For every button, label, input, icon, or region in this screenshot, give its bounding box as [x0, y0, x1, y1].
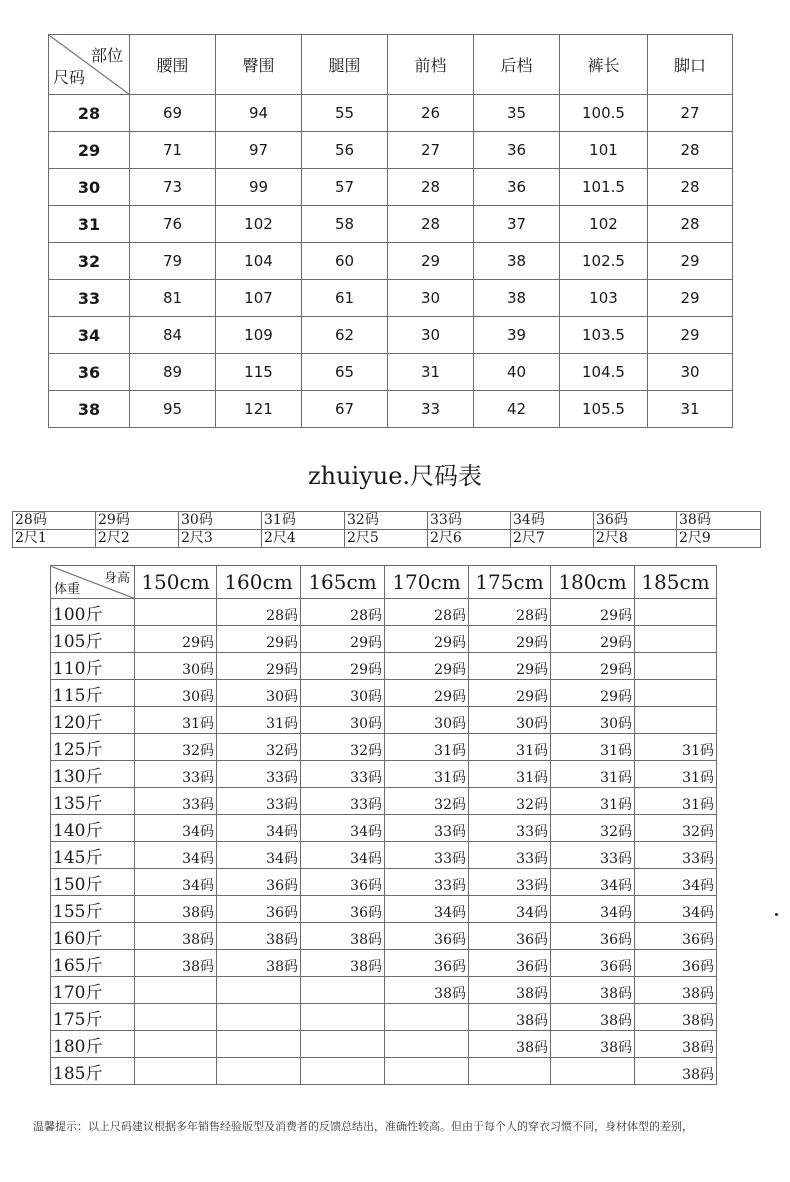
recommended-size — [385, 1058, 469, 1085]
weight-label: 140斤 — [51, 815, 135, 842]
recommended-size: 33码 — [551, 842, 635, 869]
recommended-size: 31码 — [551, 761, 635, 788]
measurement-column-header: 腰围 — [130, 35, 216, 95]
recommended-size: 33码 — [469, 869, 551, 896]
recommended-size: 38码 — [135, 950, 217, 977]
measurement-value: 105.5 — [560, 391, 648, 428]
recommended-size: 31码 — [469, 734, 551, 761]
recommended-size — [635, 599, 717, 626]
recommended-size — [301, 1058, 385, 1085]
recommended-size: 29码 — [551, 599, 635, 626]
weight-row — [51, 788, 717, 815]
weight-row — [51, 1031, 717, 1058]
recommended-size: 31码 — [385, 734, 469, 761]
measurement-value: 29 — [648, 243, 733, 280]
weight-label: 125斤 — [51, 734, 135, 761]
weight-label: 160斤 — [51, 923, 135, 950]
weight-label: 185斤 — [51, 1058, 135, 1085]
measurement-value: 79 — [130, 243, 216, 280]
measurement-value: 102.5 — [560, 243, 648, 280]
measurement-value: 29 — [388, 243, 474, 280]
recommended-size: 36码 — [469, 950, 551, 977]
weight-label: 105斤 — [51, 626, 135, 653]
height-column-header: 165cm — [301, 566, 385, 599]
measurement-value: 31 — [388, 354, 474, 391]
measurement-value: 30 — [648, 354, 733, 391]
recommended-size: 36码 — [551, 950, 635, 977]
height-column-header: 170cm — [385, 566, 469, 599]
weight-row — [51, 896, 717, 923]
size-label: 32 — [49, 243, 130, 280]
recommended-size: 30码 — [385, 707, 469, 734]
measurement-value: 60 — [302, 243, 388, 280]
recommended-size: 36码 — [301, 896, 385, 923]
measurement-value: 89 — [130, 354, 216, 391]
recommended-size: 38码 — [551, 1004, 635, 1031]
measurement-value: 37 — [474, 206, 560, 243]
size-label: 34 — [49, 317, 130, 354]
measurement-value: 97 — [216, 132, 302, 169]
recommended-size: 34码 — [135, 869, 217, 896]
recommended-size — [551, 1058, 635, 1085]
recommended-size — [301, 1004, 385, 1031]
recommended-size: 33码 — [635, 842, 717, 869]
measurement-row — [49, 169, 733, 206]
measurement-value: 67 — [302, 391, 388, 428]
conversion-waist: 2尺5 — [345, 530, 428, 548]
measurement-value: 55 — [302, 95, 388, 132]
size-label: 28 — [49, 95, 130, 132]
measurement-value: 61 — [302, 280, 388, 317]
recommended-size — [635, 653, 717, 680]
recommended-size: 34码 — [135, 842, 217, 869]
recommended-size — [217, 1004, 301, 1031]
recommended-size: 33码 — [217, 761, 301, 788]
size-label: 30 — [49, 169, 130, 206]
conversion-waist: 2尺3 — [179, 530, 262, 548]
weight-label: 165斤 — [51, 950, 135, 977]
measurement-value: 58 — [302, 206, 388, 243]
recommended-size: 28码 — [385, 599, 469, 626]
weight-row — [51, 815, 717, 842]
measurement-column-header: 腿围 — [302, 35, 388, 95]
recommended-size — [635, 707, 717, 734]
recommended-size: 32码 — [635, 815, 717, 842]
recommended-size: 28码 — [469, 599, 551, 626]
recommended-size: 38码 — [635, 977, 717, 1004]
weight-row — [51, 734, 717, 761]
recommended-size: 34码 — [217, 815, 301, 842]
measurement-value: 27 — [648, 95, 733, 132]
measurement-value: 73 — [130, 169, 216, 206]
conversion-size: 34码 — [511, 512, 594, 530]
recommended-size: 38码 — [635, 1058, 717, 1085]
weight-row — [51, 950, 717, 977]
measurement-row — [49, 95, 733, 132]
recommended-size: 31码 — [635, 788, 717, 815]
weight-label: 120斤 — [51, 707, 135, 734]
weight-label: 135斤 — [51, 788, 135, 815]
weight-row — [51, 1058, 717, 1085]
measurement-value: 121 — [216, 391, 302, 428]
weight-label: 150斤 — [51, 869, 135, 896]
measurement-value: 104 — [216, 243, 302, 280]
brand-name: zhuiyue. — [307, 462, 411, 490]
height-weight-corner-bottom-label: 体重 — [54, 582, 81, 597]
weight-label: 155斤 — [51, 896, 135, 923]
measurement-value: 35 — [474, 95, 560, 132]
measurement-value: 39 — [474, 317, 560, 354]
conversion-size-row — [13, 512, 761, 530]
recommended-size: 30码 — [301, 680, 385, 707]
recommended-size: 30码 — [217, 680, 301, 707]
recommended-size: 33码 — [217, 788, 301, 815]
measurement-value: 28 — [388, 206, 474, 243]
measurement-value: 30 — [388, 280, 474, 317]
recommended-size: 28码 — [217, 599, 301, 626]
recommended-size: 36码 — [635, 923, 717, 950]
measurement-value: 103.5 — [560, 317, 648, 354]
measurement-value: 28 — [388, 169, 474, 206]
height-column-header: 185cm — [635, 566, 717, 599]
conversion-waist: 2尺1 — [13, 530, 96, 548]
recommended-size: 38码 — [635, 1031, 717, 1058]
recommended-size: 38码 — [469, 1004, 551, 1031]
size-chart-heading — [0, 456, 790, 491]
recommended-size — [385, 1004, 469, 1031]
recommended-size: 30码 — [551, 707, 635, 734]
measurement-value: 95 — [130, 391, 216, 428]
measurement-value: 28 — [648, 132, 733, 169]
conversion-size: 31码 — [262, 512, 345, 530]
recommended-size: 29码 — [551, 680, 635, 707]
measurement-value: 57 — [302, 169, 388, 206]
measurement-value: 28 — [648, 169, 733, 206]
measurement-column-header: 臀围 — [216, 35, 302, 95]
recommended-size — [135, 1031, 217, 1058]
measurement-value: 29 — [648, 280, 733, 317]
measurement-value: 76 — [130, 206, 216, 243]
recommended-size: 28码 — [301, 599, 385, 626]
weight-label: 100斤 — [51, 599, 135, 626]
recommended-size: 36码 — [385, 923, 469, 950]
measurement-value: 107 — [216, 280, 302, 317]
recommended-size: 33码 — [301, 788, 385, 815]
measurement-value: 102 — [216, 206, 302, 243]
measurement-value: 38 — [474, 280, 560, 317]
recommended-size: 32码 — [551, 815, 635, 842]
recommended-size: 29码 — [551, 653, 635, 680]
conversion-waist: 2尺7 — [511, 530, 594, 548]
measurement-value: 38 — [474, 243, 560, 280]
measurement-value: 42 — [474, 391, 560, 428]
recommended-size: 38码 — [469, 1031, 551, 1058]
recommended-size: 30码 — [135, 680, 217, 707]
conversion-size: 28码 — [13, 512, 96, 530]
recommended-size: 33码 — [135, 788, 217, 815]
waist-conversion-table — [12, 511, 761, 548]
recommended-size: 32码 — [385, 788, 469, 815]
measurement-value: 94 — [216, 95, 302, 132]
recommended-size — [217, 1031, 301, 1058]
recommended-size: 34码 — [217, 842, 301, 869]
measurement-value: 30 — [388, 317, 474, 354]
recommended-size — [635, 626, 717, 653]
measurement-value: 65 — [302, 354, 388, 391]
recommended-size: 38码 — [469, 977, 551, 1004]
recommended-size — [301, 977, 385, 1004]
measurement-value: 40 — [474, 354, 560, 391]
recommended-size — [385, 1031, 469, 1058]
recommended-size: 29码 — [301, 626, 385, 653]
measurement-row — [49, 280, 733, 317]
size-label: 36 — [49, 354, 130, 391]
recommended-size: 36码 — [385, 950, 469, 977]
measurement-value: 101 — [560, 132, 648, 169]
recommended-size — [469, 1058, 551, 1085]
recommended-size: 36码 — [551, 923, 635, 950]
conversion-waist-row — [13, 530, 761, 548]
measurement-row — [49, 132, 733, 169]
recommended-size: 38码 — [135, 923, 217, 950]
recommended-size: 34码 — [635, 896, 717, 923]
recommended-size: 29码 — [217, 626, 301, 653]
recommended-size: 34码 — [135, 815, 217, 842]
height-column-header: 150cm — [135, 566, 217, 599]
recommended-size: 36码 — [635, 950, 717, 977]
recommended-size — [135, 1058, 217, 1085]
recommended-size: 38码 — [551, 977, 635, 1004]
conversion-size: 29码 — [96, 512, 179, 530]
weight-label: 115斤 — [51, 680, 135, 707]
recommended-size: 38码 — [301, 923, 385, 950]
weight-label: 110斤 — [51, 653, 135, 680]
measurement-value: 27 — [388, 132, 474, 169]
weight-row — [51, 626, 717, 653]
conversion-size: 38码 — [677, 512, 761, 530]
recommended-size — [217, 977, 301, 1004]
recommended-size: 36码 — [469, 923, 551, 950]
measurement-value: 103 — [560, 280, 648, 317]
recommended-size: 32码 — [301, 734, 385, 761]
size-label: 29 — [49, 132, 130, 169]
recommended-size: 38码 — [135, 896, 217, 923]
weight-row — [51, 761, 717, 788]
measurement-header-row — [49, 35, 733, 95]
recommended-size: 34码 — [635, 869, 717, 896]
recommended-size: 32码 — [217, 734, 301, 761]
recommended-size: 36码 — [301, 869, 385, 896]
measurement-row — [49, 354, 733, 391]
conversion-size: 32码 — [345, 512, 428, 530]
size-label: 38 — [49, 391, 130, 428]
recommended-size: 31码 — [217, 707, 301, 734]
recommended-size: 32码 — [135, 734, 217, 761]
measurement-value: 26 — [388, 95, 474, 132]
measurement-value: 84 — [130, 317, 216, 354]
recommended-size: 31码 — [135, 707, 217, 734]
conversion-size: 33码 — [428, 512, 511, 530]
recommended-size: 33码 — [469, 815, 551, 842]
measurement-value: 99 — [216, 169, 302, 206]
weight-row — [51, 707, 717, 734]
weight-row — [51, 653, 717, 680]
recommended-size: 38码 — [551, 1031, 635, 1058]
chart-title: 尺码表 — [410, 462, 483, 490]
measurement-value: 100.5 — [560, 95, 648, 132]
height-column-header: 160cm — [217, 566, 301, 599]
conversion-waist: 2尺6 — [428, 530, 511, 548]
measurement-value: 56 — [302, 132, 388, 169]
recommended-size: 36码 — [217, 896, 301, 923]
recommended-size — [135, 1004, 217, 1031]
conversion-size: 36码 — [594, 512, 677, 530]
weight-row — [51, 977, 717, 1004]
tip-note: 温馨提示：以上尺码建议根据多年销售经验版型及消费者的反馈总结出，准确性较高。但由于每个人的穿衣习惯不同，身材体型的差别， — [33, 1120, 693, 1133]
measurement-row — [49, 243, 733, 280]
size-label: 33 — [49, 280, 130, 317]
height-header-row — [51, 566, 717, 599]
measurement-value: 28 — [648, 206, 733, 243]
measurement-row — [49, 206, 733, 243]
weight-label: 170斤 — [51, 977, 135, 1004]
height-column-header: 180cm — [551, 566, 635, 599]
stray-dot — [775, 913, 778, 916]
measurement-row — [49, 317, 733, 354]
measurement-value: 81 — [130, 280, 216, 317]
weight-label: 175斤 — [51, 1004, 135, 1031]
weight-row — [51, 1004, 717, 1031]
recommended-size: 29码 — [551, 626, 635, 653]
measurement-table — [48, 34, 733, 428]
recommended-size: 33码 — [385, 869, 469, 896]
measurement-corner-top-label: 部位 — [90, 46, 123, 65]
conversion-waist: 2尺9 — [677, 530, 761, 548]
recommended-size: 36码 — [217, 869, 301, 896]
measurement-value: 71 — [130, 132, 216, 169]
measurement-value: 62 — [302, 317, 388, 354]
measurement-value: 102 — [560, 206, 648, 243]
size-label: 31 — [49, 206, 130, 243]
conversion-waist: 2尺4 — [262, 530, 345, 548]
measurement-column-header: 裤长 — [560, 35, 648, 95]
recommended-size: 29码 — [469, 680, 551, 707]
measurement-corner-cell — [49, 35, 130, 95]
weight-label: 180斤 — [51, 1031, 135, 1058]
weight-label: 145斤 — [51, 842, 135, 869]
weight-row — [51, 869, 717, 896]
measurement-value: 109 — [216, 317, 302, 354]
weight-row — [51, 680, 717, 707]
recommended-size: 29码 — [469, 653, 551, 680]
recommended-size: 29码 — [469, 626, 551, 653]
recommended-size: 29码 — [385, 680, 469, 707]
recommended-size: 30码 — [135, 653, 217, 680]
recommended-size: 38码 — [635, 1004, 717, 1031]
conversion-waist: 2尺8 — [594, 530, 677, 548]
height-weight-table — [50, 565, 717, 1085]
recommended-size — [217, 1058, 301, 1085]
measurement-corner-bottom-label: 尺码 — [53, 68, 86, 87]
recommended-size: 33码 — [301, 761, 385, 788]
recommended-size: 29码 — [217, 653, 301, 680]
recommended-size: 31码 — [551, 734, 635, 761]
recommended-size: 33码 — [135, 761, 217, 788]
measurement-value: 29 — [648, 317, 733, 354]
measurement-value: 69 — [130, 95, 216, 132]
weight-row — [51, 599, 717, 626]
recommended-size: 34码 — [301, 815, 385, 842]
recommended-size: 31码 — [635, 734, 717, 761]
recommended-size: 32码 — [469, 788, 551, 815]
recommended-size: 29码 — [135, 626, 217, 653]
recommended-size: 31码 — [551, 788, 635, 815]
recommended-size: 31码 — [385, 761, 469, 788]
measurement-column-header: 后档 — [474, 35, 560, 95]
recommended-size: 33码 — [469, 842, 551, 869]
recommended-size: 38码 — [301, 950, 385, 977]
recommended-size: 29码 — [385, 653, 469, 680]
recommended-size: 34码 — [469, 896, 551, 923]
recommended-size: 31码 — [469, 761, 551, 788]
recommended-size: 30码 — [301, 707, 385, 734]
measurement-value: 33 — [388, 391, 474, 428]
recommended-size: 29码 — [385, 626, 469, 653]
measurement-value: 101.5 — [560, 169, 648, 206]
recommended-size — [301, 1031, 385, 1058]
weight-row — [51, 842, 717, 869]
recommended-size: 34码 — [551, 869, 635, 896]
measurement-column-header: 前档 — [388, 35, 474, 95]
measurement-value: 36 — [474, 132, 560, 169]
recommended-size: 30码 — [469, 707, 551, 734]
measurement-value: 115 — [216, 354, 302, 391]
recommended-size: 38码 — [385, 977, 469, 1004]
recommended-size: 34码 — [551, 896, 635, 923]
conversion-waist: 2尺2 — [96, 530, 179, 548]
measurement-column-header: 脚口 — [648, 35, 733, 95]
recommended-size: 29码 — [301, 653, 385, 680]
recommended-size: 38码 — [217, 950, 301, 977]
recommended-size: 34码 — [385, 896, 469, 923]
recommended-size: 33码 — [385, 842, 469, 869]
recommended-size: 31码 — [635, 761, 717, 788]
measurement-value: 36 — [474, 169, 560, 206]
recommended-size — [135, 977, 217, 1004]
height-column-header: 175cm — [469, 566, 551, 599]
height-weight-corner-cell — [51, 566, 135, 599]
weight-label: 130斤 — [51, 761, 135, 788]
weight-row — [51, 923, 717, 950]
measurement-value: 31 — [648, 391, 733, 428]
recommended-size — [635, 680, 717, 707]
measurement-row — [49, 391, 733, 428]
recommended-size — [135, 599, 217, 626]
recommended-size: 38码 — [217, 923, 301, 950]
recommended-size: 34码 — [301, 842, 385, 869]
measurement-value: 104.5 — [560, 354, 648, 391]
conversion-size: 30码 — [179, 512, 262, 530]
height-weight-corner-top-label: 身高 — [103, 571, 130, 586]
recommended-size: 33码 — [385, 815, 469, 842]
